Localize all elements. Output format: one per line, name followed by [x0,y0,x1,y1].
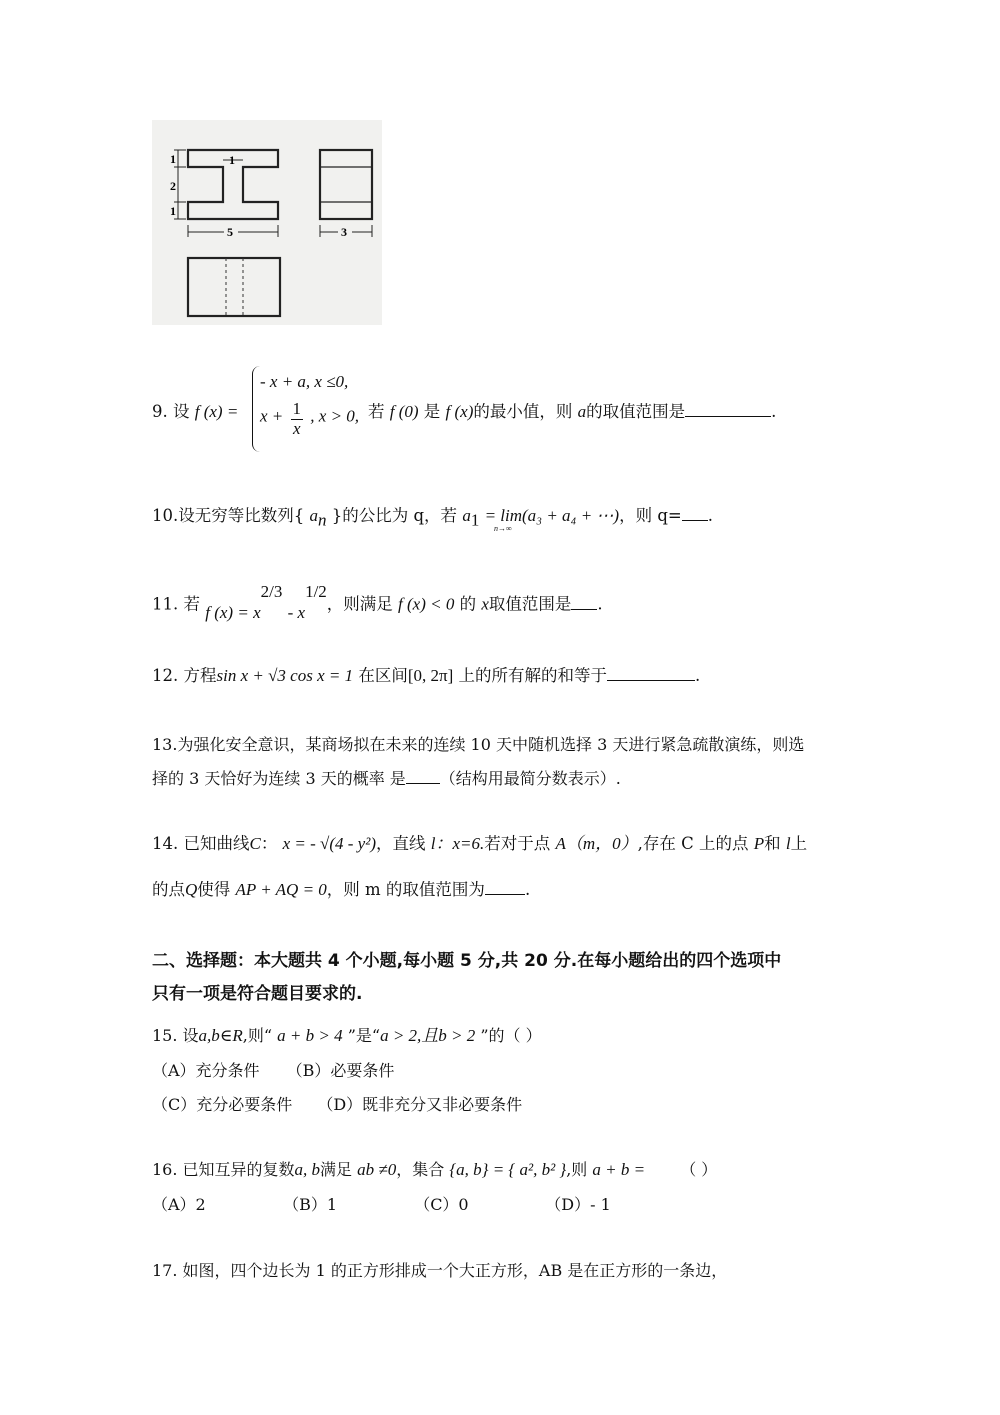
answer-blank [607,666,695,681]
lim-subscript: n→∞ [494,524,512,533]
dim-label-3: 1 [170,204,176,218]
question-15-options-2 [152,1092,522,1118]
three-view-figure [152,120,382,325]
option-d: （D）既非充分又非必要条件 [317,1095,523,1114]
question-17: 17. 如图，四个边长为 1 的正方形排成一个大正方形，AB 是在正方形的一条边， [152,1261,728,1280]
question-14-line2: 的点Q使得 AP + AQ = 0，则 m 的取值范围为 . [152,880,531,899]
option-a: （A）2 [152,1195,206,1214]
question-13: 13.为强化安全意识，某商场拟在未来的连续 10 天中随机选择 3 天进行紧急疏散演练，则选 择的 3 天恰好为连续 3 天的概率 是 （结构用最简分数表示）. [152,735,805,788]
q9-case2: x + $\frac{1}{x}$ , x > 0, [260,399,360,438]
dim-label-width-side: 3 [341,225,347,239]
option-b: （B）必要条件 [286,1061,395,1080]
option-b: （B）1 [283,1195,338,1214]
three-view-drawing [152,120,382,325]
question-9: 9. 设 f (x) = [152,402,239,421]
question-16-options [152,1192,611,1218]
question-15: 15. 设a,b∈R,则“ a + b > 4 ”是“a > 2,且b > 2 ”的（ ） [152,1026,542,1045]
question-16: 16. 已知互异的复数a, b满足 ab ≠0，集合 {a, b} = { a², b² },则 a + b = （ ） [152,1160,718,1179]
question-11: 11. 若 f $(x) = x^{2/3} - x^{1/2}$，则满足 f (x) < 0 的 x取值范围是 . [152,582,603,622]
dim-label-top: 1 [229,153,235,167]
question-15-options-1 [152,1058,394,1084]
question-10: 10.设无穷等比数列{ $a_n$ }的公比为 q，若 $a_1 = \lim(a_3 + a_4$ + ⋯)，则 q= . [152,506,713,530]
answer-blank [685,402,771,417]
answer-blank [682,506,708,521]
q9-case1: - x + a, x ≤0, [260,372,349,391]
dim-label-1: 1 [170,152,176,166]
answer-blank [571,595,597,610]
option-c: （C）充分必要条件 [152,1095,293,1114]
question-12: 12. 方程sin x + √3 cos x = 1 在区间[0, 2π] 上的所有解的和等于 . [152,666,701,685]
question-14: 14. 已知曲线C： x = - √(4 - y²)，直线 l：x=6.若对于点 A（m，0）,存在 C 上的点 P和 l上 [152,834,808,853]
option-a: （A）充分条件 [152,1061,260,1080]
dim-label-width-front: 5 [227,225,233,239]
q9-tail: 若 f (0) 是 f (x)的最小值，则 a的取值范围是 . [368,402,777,421]
option-d: （D）- 1 [545,1195,611,1214]
answer-blank [406,769,440,784]
section-2-heading: 二、选择题：本大题共 4 个小题,每小题 5 分,共 20 分.在每小题给出的四个选项中 只有一项是符合题目要求的. [152,951,782,1005]
answer-blank [485,880,525,895]
dim-label-2: 2 [170,179,176,193]
option-c: （C）0 [414,1195,469,1214]
